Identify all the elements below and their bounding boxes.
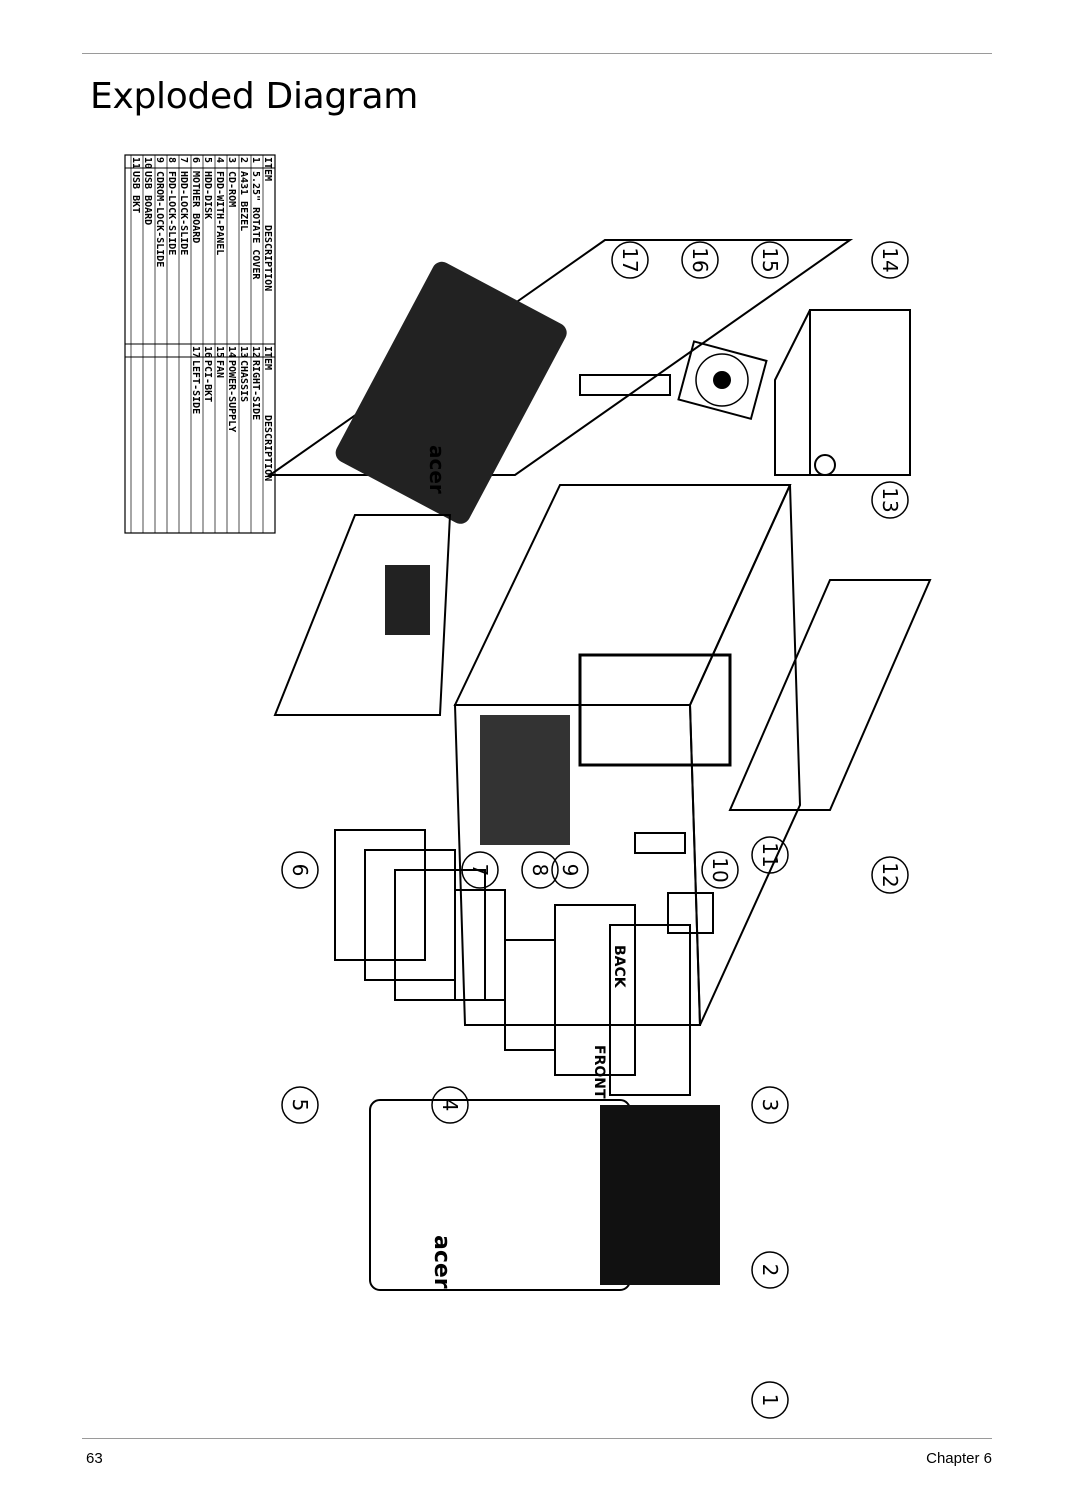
table-item-number: 3 [226,157,237,164]
top-rule [82,53,992,54]
parts-table [125,155,275,533]
table-item-description: CHASSIS [238,360,249,403]
callout-number: 16 [688,247,712,273]
table-item-description: FDD-WITH-PANEL [214,171,225,256]
callout-number: 17 [618,247,642,273]
table-item-description: RIGHT-SIDE [250,360,261,421]
table-item-description: USB BOARD [142,171,153,226]
drive-label-front: FRONT [591,1045,607,1099]
table-item-number: 15 [214,346,225,359]
motherboard [275,515,450,715]
table-item-number: 11 [130,157,141,170]
bezel-logo: acer [429,1235,454,1289]
table-item-description: USB BKT [130,171,141,214]
usb-board [635,833,685,853]
callout-number: 5 [288,1098,312,1112]
table-item-number: 8 [166,157,177,164]
callout-number: 11 [758,842,782,868]
right-side-panel [730,580,930,810]
chapter-label: Chapter 6 [926,1450,992,1467]
table-header-description-right: DESCRIPTION [262,415,273,482]
callout-number: 2 [758,1263,782,1277]
page-number: 63 [86,1450,103,1467]
table-item-number: 13 [238,346,249,359]
table-item-description: HDD-DISK [202,171,213,220]
table-item-number: 16 [202,346,213,359]
pci-bracket [580,375,670,395]
chassis [455,485,800,1025]
page-title: Exploded Diagram [90,76,418,117]
table-item-description: 5.25" ROTATE COVER [250,171,261,280]
callout-number: 10 [708,857,732,883]
table-item-description: CDROM-LOCK-SLIDE [154,171,165,268]
table-item-number: 2 [238,157,249,164]
callout-number: 3 [758,1098,782,1112]
callout-number: 9 [558,863,582,877]
exploded-diagram [110,145,990,1425]
bezel [370,1100,720,1290]
fan [678,341,766,418]
callout-number: 1 [758,1393,782,1407]
callout-number: 15 [758,247,782,273]
callout-number: 7 [468,863,492,877]
callout-number: 6 [288,863,312,877]
table-item-number: 5 [202,157,213,164]
callout-number: 4 [438,1098,462,1112]
table-item-number: 4 [214,157,225,164]
cdrom-drives [555,905,690,1099]
callout-number: 14 [878,247,902,273]
table-item-description: FAN [214,360,225,379]
table-item-number: 12 [250,346,261,359]
table-item-number: 7 [178,157,189,164]
table-header-item: ITEM [262,157,273,182]
table-item-description: FDD-LOCK-SLIDE [166,171,177,256]
table-header-item-right: ITEM [262,346,273,371]
table-header-description: DESCRIPTION [262,225,273,292]
table-item-number: 14 [226,346,237,359]
table-item-description: A431 BEZEL [238,171,249,232]
drive-label-back: BACK [611,945,627,988]
panel-logo: acer [425,445,449,494]
table-item-number: 6 [190,157,201,164]
table-item-number: 10 [142,157,153,170]
table-item-description: POWER-SUPPLY [226,360,237,433]
callout-number: 13 [878,487,902,513]
table-item-description: LEFT-SIDE [190,360,201,415]
table-item-number: 9 [154,157,165,164]
table-item-description: HDD-LOCK-SLIDE [178,171,189,256]
table-item-description: PCI-BKT [202,360,213,403]
callout-number: 8 [528,863,552,877]
table-item-description: MOTHER BOARD [190,171,201,244]
table-item-description: CD-ROM [226,171,237,208]
table-item-number: 17 [190,346,201,359]
callout-number: 12 [878,862,902,888]
table-item-number: 1 [250,157,261,164]
power-supply [775,310,910,475]
bottom-rule [82,1438,992,1439]
